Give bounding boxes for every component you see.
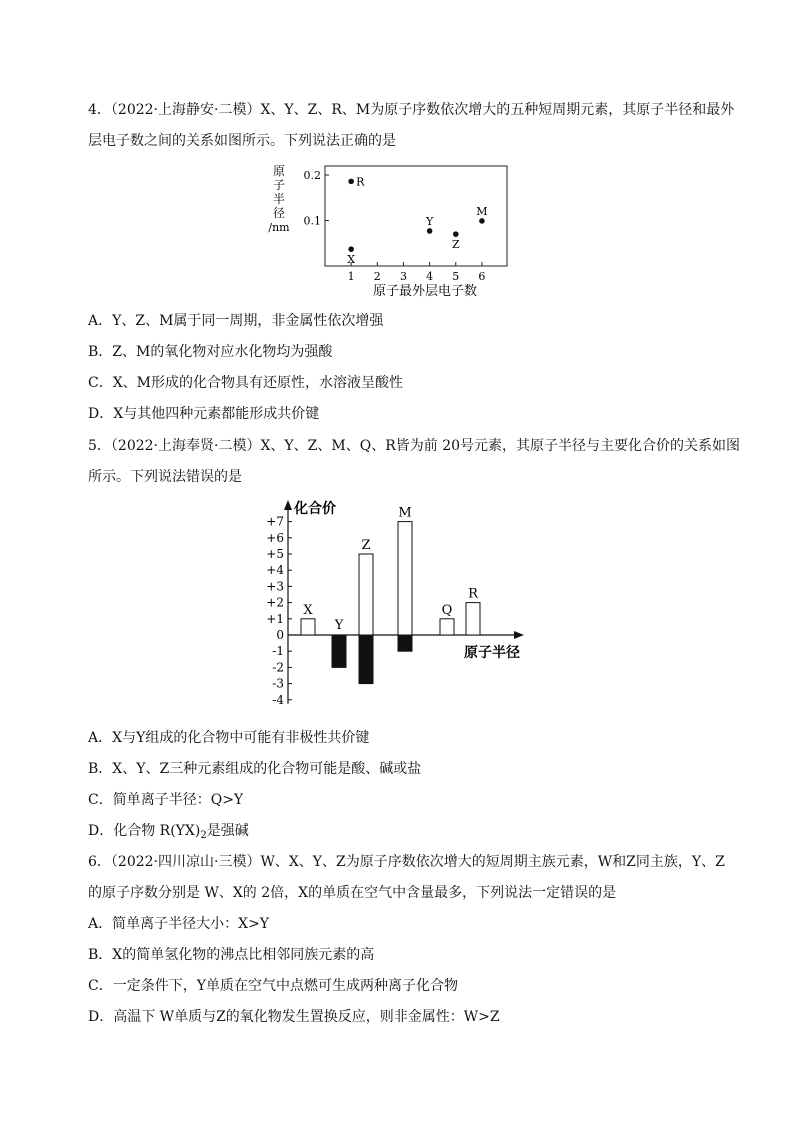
question-4-stem-line1 xyxy=(88,100,735,120)
chart2-bar-label-q: Q xyxy=(441,602,453,618)
chart1-y-axis-label xyxy=(268,164,290,234)
question-5-option-d-subscript: 2 xyxy=(200,830,207,841)
chart2-bar-negative-y xyxy=(332,635,346,667)
chart2-y-tick-label: +2 xyxy=(266,595,284,610)
chart1-y-tick-label: 0.1 xyxy=(303,214,321,228)
question-6-number: 6． xyxy=(88,854,111,870)
chart1-x-tick-label: 3 xyxy=(399,270,407,283)
chart1-point-label-y: Y xyxy=(425,214,434,228)
question-6-stem-line2: 的原子序数分别是 W、X的 2倍，X的单质在空气中含量最多，下列说法一定错误的是 xyxy=(88,885,617,901)
chart2-y-tick-label: -4 xyxy=(272,692,284,707)
chart1-x-axis-label: 原子最外层电子数 xyxy=(372,284,478,299)
question-5-option-a: A．X与Y组成的化合物中可能有非极性共价键 xyxy=(88,730,370,746)
valence-bar-chart xyxy=(252,496,542,711)
chart2-y-axis-label: 化合价 xyxy=(294,501,336,517)
chart2-y-tick-label: +1 xyxy=(266,611,284,626)
chart1-point-label-m: M xyxy=(476,204,488,218)
question-5-option-d xyxy=(88,821,728,846)
chart1-x-tick-label: 6 xyxy=(478,270,486,283)
chart2-bar-positive-q xyxy=(440,619,454,635)
chart1-x-tick-label: 1 xyxy=(347,270,355,283)
chart1-point-x xyxy=(348,246,354,252)
chart1-point-z xyxy=(453,231,459,237)
chart2-bar-positive-r xyxy=(466,603,480,635)
chart1-point-label-r: R xyxy=(356,175,365,189)
chart2-y-tick-label: +7 xyxy=(266,514,284,529)
question-5-stem-text-1: （2022·上海奉贤·二模）X、Y、Z、M、Q、R皆为前 20号元素，其原子半径与主要化合价的关系如图 xyxy=(110,438,741,454)
chart2-bar-label-x: X xyxy=(303,602,313,618)
chart2-bars xyxy=(301,506,480,684)
chart2-y-tick-label: +5 xyxy=(266,547,284,561)
chart1-y-label-char: 原 xyxy=(272,164,286,178)
question-5-stem-line1 xyxy=(88,436,741,456)
question-4-option-a: A．Y、Z、M属于同一周期，非金属性依次增强 xyxy=(88,313,384,329)
question-6-stem-line1 xyxy=(88,852,728,872)
question-4-option-b: B．Z、M的氧化物对应水化物均为强酸 xyxy=(88,344,333,360)
question-4-option-d: D．X与其他四种元素都能形成共价键 xyxy=(88,406,320,422)
question-6-option-c: C．一定条件下，Y单质在空气中点燃可生成两种离子化合物 xyxy=(88,978,458,994)
chart2-bar-label-y: Y xyxy=(334,618,344,633)
chart2-bar-label-z: Z xyxy=(361,538,371,553)
question-5-option-d-prefix: D．化合物 R(YX) xyxy=(88,823,201,839)
chart1-y-label-char: 子 xyxy=(272,178,286,192)
chart2-x-axis-arrow xyxy=(514,631,524,639)
question-4-stem-line2: 层电子数之间的关系如图所示。下列说法正确的是 xyxy=(88,133,396,149)
chart2-bar-label-r: R xyxy=(468,586,478,602)
question-5-option-b: B．X、Y、Z三种元素组成的化合物可能是酸、碱或盐 xyxy=(88,761,422,777)
chart1-x-ticks xyxy=(348,262,486,283)
question-4-number: 4． xyxy=(88,102,111,118)
chart1-y-label-char: /nm xyxy=(268,221,290,234)
question-5-number: 5． xyxy=(88,438,111,454)
question-6-option-a: A．简单离子半径大小：X>Y xyxy=(88,916,270,932)
chart1-y-tick-label: 0.2 xyxy=(303,169,321,182)
chart1-y-label-char: 径 xyxy=(272,206,286,220)
question-5-stem-line2: 所示。下列说法错误的是 xyxy=(88,469,242,485)
question-6-option-d: D．高温下 W单质与Z的氧化物发生置换反应，则非金属性：W>Z xyxy=(88,1009,500,1025)
chart1-x-tick-label: 5 xyxy=(452,270,460,283)
chart2-y-tick-label: +4 xyxy=(266,563,284,578)
chart2-x-axis-label: 原子半径 xyxy=(464,645,520,661)
chart2-y-tick-label: +6 xyxy=(266,530,284,545)
chart1-x-tick-label: 4 xyxy=(426,270,434,283)
chart2-bar-label-m: M xyxy=(398,505,412,521)
chart1-x-tick-label: 2 xyxy=(373,270,381,283)
question-6-stem-text-1: （2022·四川凉山·三模）W、X、Y、Z为原子序数依次增大的短周期主族元素，W和Z同主族，Y、Z xyxy=(110,854,725,870)
question-4-stem-text-1: （2022·上海静安·二模）X、Y、Z、R、M为原子序数依次增大的五种短周期元素，其原子半径和最外 xyxy=(110,102,735,118)
chart1-point-r xyxy=(348,179,354,185)
chart1-y-label-char: 半 xyxy=(272,192,286,206)
chart2-y-axis-arrow xyxy=(284,500,292,510)
chart1-point-y xyxy=(427,228,433,234)
question-4-option-c: C．X、M形成的化合物具有还原性，水溶液呈酸性 xyxy=(88,375,404,391)
chart2-y-tick-label: -1 xyxy=(272,644,284,659)
chart2-bar-positive-z xyxy=(359,554,373,635)
chart1-point-m xyxy=(479,218,485,224)
question-6-option-b: B．X的简单氢化物的沸点比相邻同族元素的高 xyxy=(88,947,375,963)
question-5-option-d-suffix: 是强碱 xyxy=(206,823,249,839)
chart2-bar-negative-m xyxy=(398,635,412,651)
chart2-y-tick-label: 0 xyxy=(276,628,284,642)
chart2-bar-negative-z xyxy=(359,635,373,684)
chart1-point-label-z: Z xyxy=(451,238,460,252)
chart2-y-tick-label: -2 xyxy=(272,660,284,675)
question-5-option-c: C．简单离子半径：Q>Y xyxy=(88,792,244,808)
atomic-radius-scatter-chart xyxy=(255,158,535,300)
chart2-y-tick-label: -3 xyxy=(272,676,284,691)
chart1-points xyxy=(347,175,487,266)
chart2-bar-positive-x xyxy=(301,619,315,635)
chart2-y-tick-label: +3 xyxy=(266,579,284,594)
chart1-point-label-x: X xyxy=(347,253,356,267)
chart2-bar-positive-m xyxy=(398,522,412,635)
